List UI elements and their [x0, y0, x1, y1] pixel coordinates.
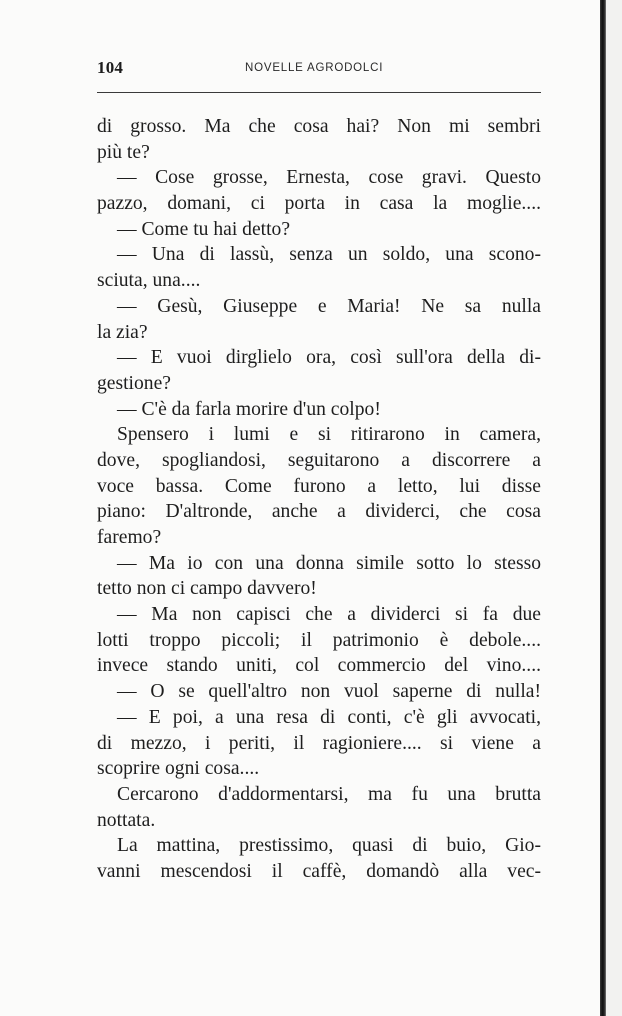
- text-line: — Cose grosse, Ernesta, cose gravi. Questo: [117, 167, 541, 189]
- text-line: voce bassa. Come furono a letto, lui disse: [97, 475, 541, 497]
- header-rule: [97, 92, 541, 93]
- text-line: di mezzo, i periti, il ragioniere.... si viene a: [97, 732, 541, 754]
- text-line: più te?: [97, 141, 150, 163]
- page-edge-shadow: [600, 0, 606, 1016]
- text-line: nottata.: [97, 809, 156, 831]
- text-line: — O se quell'altro non vuol saperne di nulla!: [117, 681, 541, 703]
- text-line: — Una di lassù, senza un soldo, una scono-: [117, 244, 541, 266]
- running-title: NOVELLE AGRODOLCI: [245, 62, 384, 74]
- text-line: — Ma non capisci che a dividerci si fa due: [117, 604, 541, 626]
- body-text: [97, 114, 541, 885]
- text-line: vanni mescendosi il caffè, domandò alla vec-: [97, 860, 541, 882]
- text-line: Cercarono d'addormentarsi, ma fu una brutta: [117, 783, 541, 805]
- text-line: sciuta, una....: [97, 270, 201, 292]
- text-line: — Ma io con una donna simile sotto lo stesso: [117, 552, 541, 574]
- text-line: — E poi, a una resa di conti, c'è gli avvocati,: [117, 706, 541, 728]
- text-line: di grosso. Ma che cosa hai? Non mi sembri: [97, 116, 541, 137]
- text-line: invece stando uniti, col commercio del vino....: [97, 655, 541, 677]
- text-line: dove, spogliandosi, seguitarono a discorrere a: [97, 449, 541, 471]
- text-line: La mattina, prestissimo, quasi di buio, Gio-: [117, 835, 541, 857]
- text-line: pazzo, domani, ci porta in casa la moglie....: [97, 193, 541, 215]
- text-line: — Come tu hai detto?: [117, 218, 291, 240]
- text-line: — C'è da farla morire d'un colpo!: [117, 398, 381, 420]
- text-line: tetto non ci campo davvero!: [97, 578, 317, 600]
- text-line: — E vuoi dirglielo ora, così sull'ora della di-: [117, 347, 541, 369]
- text-line: faremo?: [97, 527, 162, 548]
- text-line: lotti troppo piccoli; il patrimonio è debole....: [97, 629, 541, 651]
- scan-margin: [606, 0, 622, 1016]
- page-number: 104: [97, 58, 124, 77]
- text-line: la zia?: [97, 321, 148, 343]
- text-line: piano: D'altronde, anche a dividerci, che cosa: [97, 501, 541, 523]
- text-line: gestione?: [97, 372, 171, 394]
- page-header: [97, 58, 541, 82]
- text-line: — Gesù, Giuseppe e Maria! Ne sa nulla: [117, 295, 541, 317]
- text-line: scoprire ogni cosa....: [97, 758, 260, 780]
- text-line: Spensero i lumi e si ritirarono in camera,: [117, 424, 541, 446]
